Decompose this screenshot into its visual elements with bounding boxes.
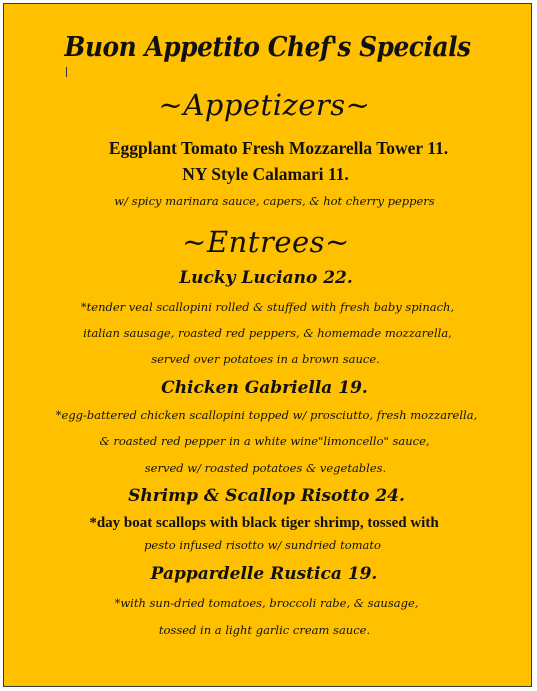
menu-item-shrimp-scallop-risotto: Shrimp & Scallop Risotto 24. — [128, 486, 405, 506]
menu-title: Buon Appetito Chef's Specials — [64, 32, 471, 63]
menu-item-desc-line: italian sausage, roasted red peppers, & homemade mozzarella, — [83, 326, 452, 340]
menu-item-lucky-luciano: Lucky Luciano 22. — [179, 268, 353, 288]
menu-item-desc-line: pesto infused risotto w/ sundried tomato — [144, 538, 381, 552]
menu-item-chicken-gabriella: Chicken Gabriella 19. — [161, 378, 368, 398]
menu-item-desc-line: *with sun-dried tomatoes, broccoli rabe, & sausage, — [114, 596, 419, 610]
menu-item-desc-line: served over potatoes in a brown sauce. — [151, 352, 380, 366]
menu-page — [3, 3, 532, 687]
menu-item-desc-line: & roasted red pepper in a white wine"limoncello" sauce, — [99, 434, 430, 448]
text-cursor — [66, 67, 67, 77]
section-heading-entrees: ~Entrees~ — [182, 225, 350, 259]
menu-item-desc-line: served w/ roasted potatoes & vegetables. — [144, 461, 387, 475]
section-heading-appetizers: ~Appetizers~ — [158, 88, 371, 122]
menu-item-desc-line: *day boat scallops with black tiger shrimp, tossed with — [89, 515, 439, 531]
menu-item-desc-line: tossed in a light garlic cream sauce. — [158, 623, 371, 637]
menu-item-eggplant-tower: Eggplant Tomato Fresh Mozzarella Tower 11. — [108, 138, 449, 158]
menu-item-calamari: NY Style Calamari 11. — [182, 164, 349, 184]
menu-item-pappardelle-rustica: Pappardelle Rustica 19. — [150, 564, 378, 584]
menu-item-desc-line: *egg-battered chicken scallopini topped w/ prosciutto, fresh mozzarella, — [55, 408, 478, 422]
menu-item-desc-line: *tender veal scallopini rolled & stuffed with fresh baby spinach, — [80, 300, 455, 314]
menu-item-calamari-desc: w/ spicy marinara sauce, capers, & hot cherry peppers — [114, 194, 435, 208]
